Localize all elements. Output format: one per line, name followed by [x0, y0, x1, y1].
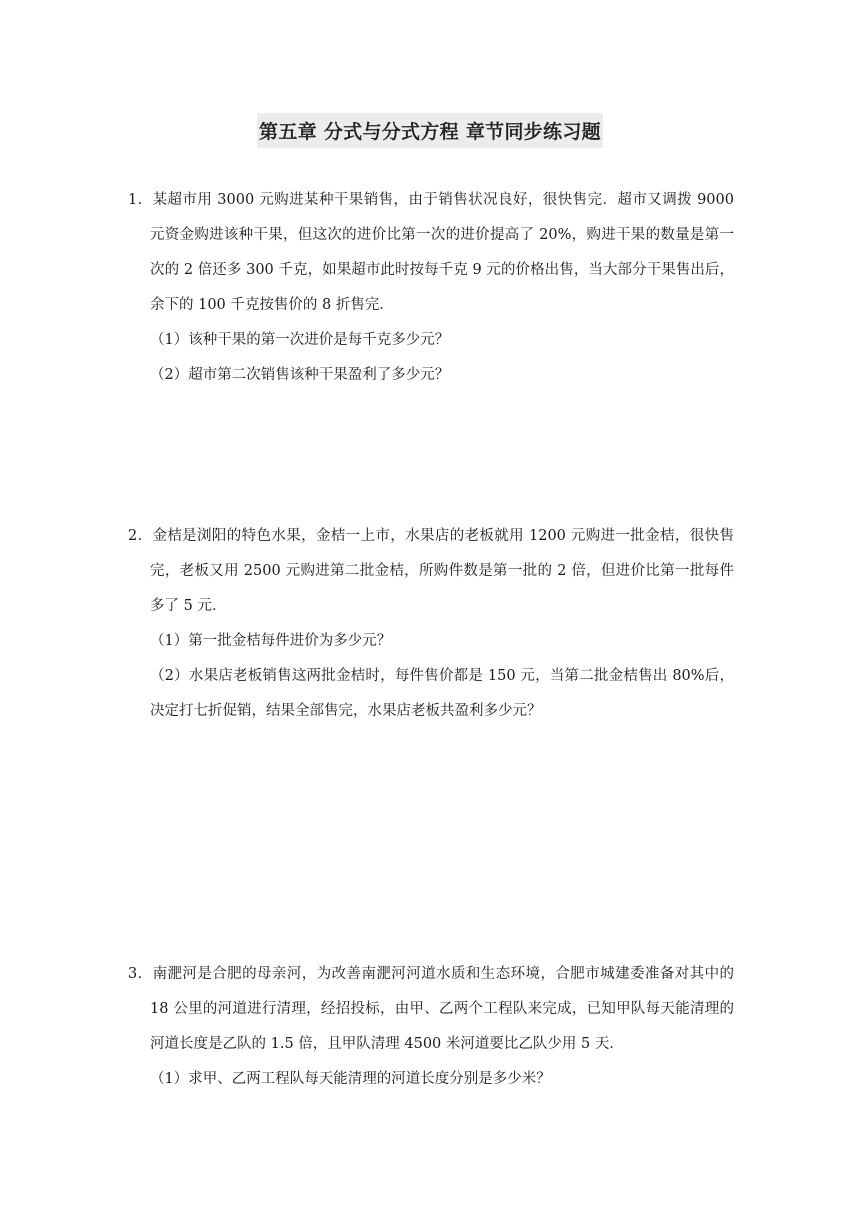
question-2-sub-1: （1）第一批金桔每件进价为多少元？ [150, 633, 392, 649]
question-2 [128, 519, 734, 729]
question-3-text: 南淝河是合肥的母亲河，为改善南淝河河道水质和生态环境，合肥市城建委准备对其中的 18 公里的河道进行清理，经招投标，由甲、乙两个工程队来完成，已知甲队每天能清理的河道长度是乙队的 1.5 倍，且甲队清理 4500 米河道要比乙队少用 5 天． [150, 966, 735, 1052]
question-2-text: 金桔是浏阳的特色水果，金桔一上市，水果店的老板就用 1200 元购进一批金桔，很快售完，老板又用 2500 元购进第二批金桔，所购件数是第一批的 2 倍，但进价比第一批每件多了 5 元． [150, 528, 734, 614]
question-3-sub-1: （1）求甲、乙两工程队每天能清理的河道长度分别是多少米？ [150, 1071, 551, 1087]
question-2-number: 2． [128, 528, 153, 544]
question-3-number: 3． [128, 966, 153, 982]
question-1-text: 某超市用 3000 元购进某种干果销售，由于销售状况良好，很快售完．超市又调拨 9000 元资金购进该种干果，但这次的进价比第一次的进价提高了 20%，购进干果的数量是第一次的 2 倍还多 300 千克，如果超市此时按每千克 9 元的价格出售，当大部分干果售出后，余下的 100 千克按售价的 8 折售完． [150, 192, 734, 313]
question-1 [128, 183, 734, 393]
page-title-container [0, 113, 860, 148]
question-3 [128, 957, 734, 1097]
question-1-sub-2: （2）超市第二次销售该种干果盈利了多少元？ [150, 367, 450, 383]
page-title: 第五章 分式与分式方程 章节同步练习题 [257, 113, 603, 148]
question-2-stem [128, 519, 734, 624]
question-1-number: 1． [128, 192, 153, 208]
question-3-stem [128, 957, 734, 1062]
question-1-sub-1: （1）该种干果的第一次进价是每千克多少元？ [150, 332, 450, 348]
question-2-sub-2: （2）水果店老板销售这两批金桔时，每件售价都是 150 元，当第二批金桔售出 80%后，决定打七折促销，结果全部售完，水果店老板共盈利多少元？ [150, 668, 734, 719]
question-1-stem [128, 183, 734, 323]
